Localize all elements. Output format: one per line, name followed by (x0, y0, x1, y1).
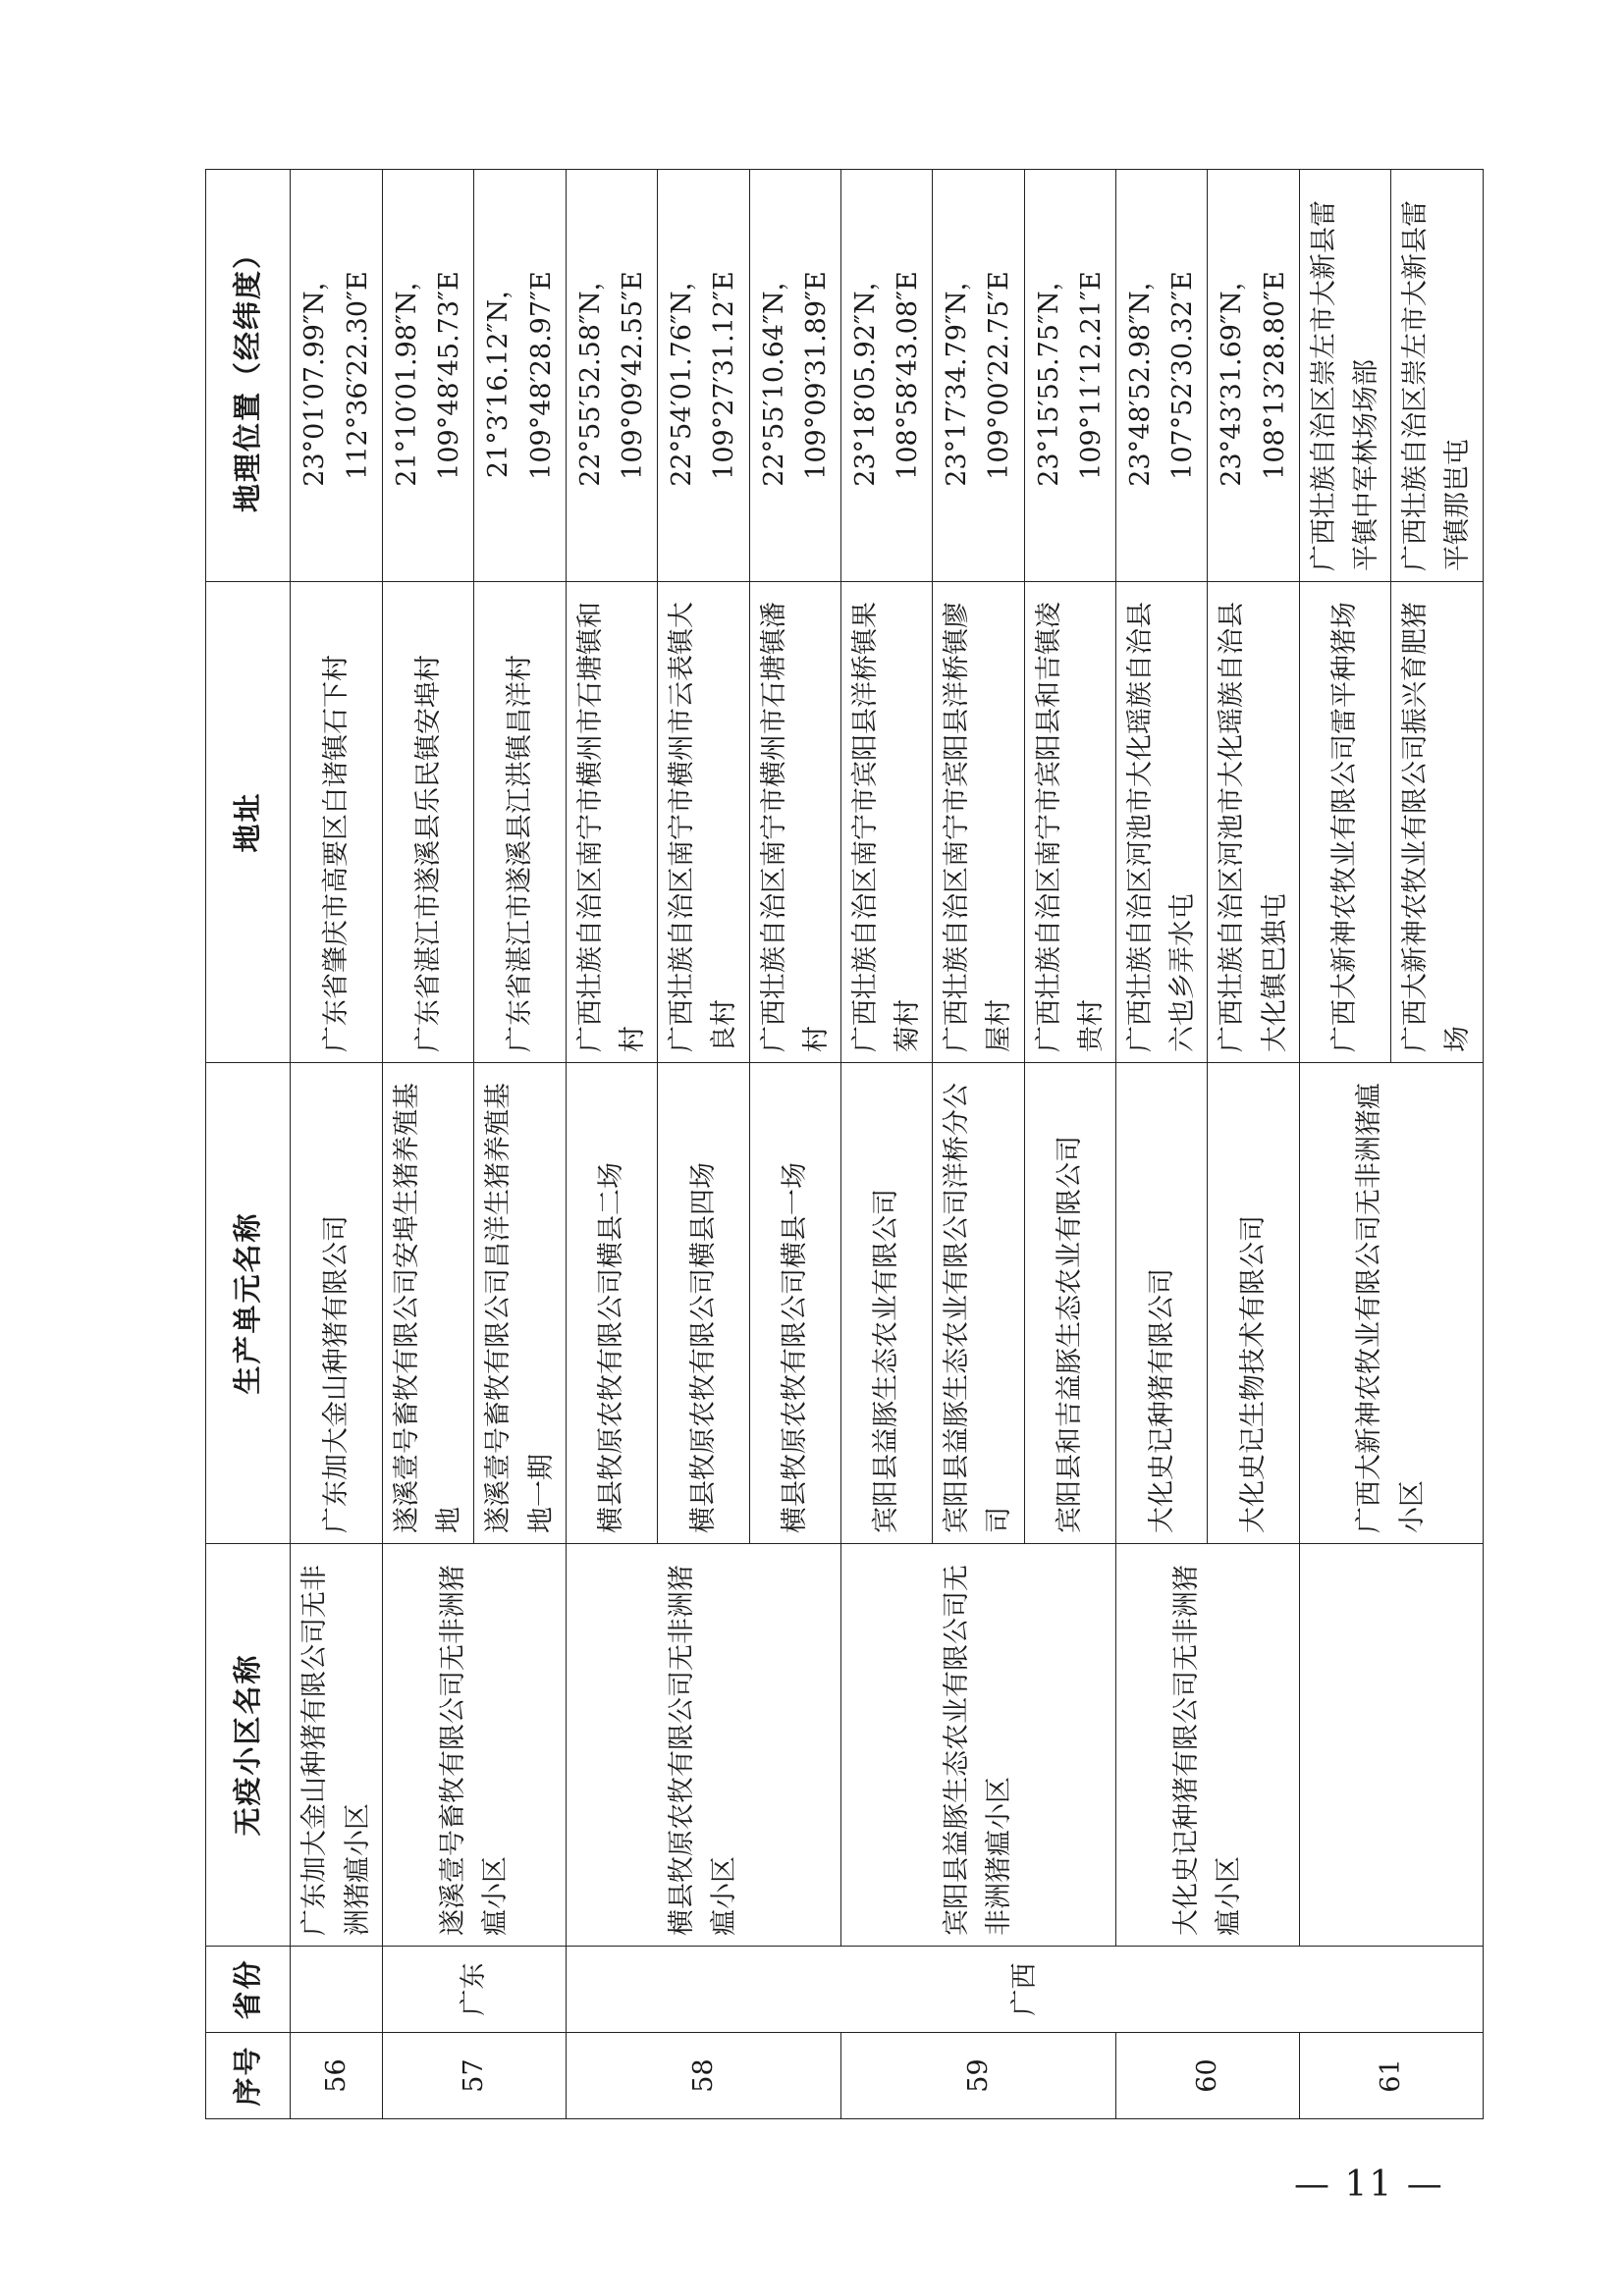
header-province: 省份 (206, 1947, 291, 2033)
table-row (291, 170, 383, 2119)
serial-cell: 60 (1116, 2033, 1300, 2119)
unit-name-cell: 大化史记生物技术有限公司 (1208, 1063, 1299, 1544)
page-number: — 11 — (1294, 2164, 1444, 2205)
table-header-row (206, 170, 291, 2119)
header-address: 地址 (206, 582, 291, 1063)
address-cell: 广西壮族自治区崇左市大新县雷平镇那岜屯 (1391, 170, 1483, 582)
serial-cell: 57 (383, 2033, 567, 2119)
geo-cell: 23°18′05.92″N，108°58′43.08″E (840, 170, 932, 582)
address-cell: 广西壮族自治区南宁市横州市石塘镇潘村 (749, 582, 840, 1063)
table-row (383, 170, 474, 2119)
address-cell: 广西壮族自治区崇左市大新县雷平镇中军林场场部 (1299, 170, 1390, 582)
zone-name-cell: 宾阳县益豚生态农业有限公司无非洲猪瘟小区 (840, 1544, 1115, 1947)
unit-name-cell: 广东加大金山种猪有限公司 (291, 1063, 383, 1544)
zone-name-cell: 广东加大金山种猪有限公司无非洲猪瘟小区 (291, 1544, 383, 1947)
address-cell: 广西壮族自治区河池市大化瑶族自治县六也乡弄水屯 (1116, 582, 1208, 1063)
address-cell: 广西壮族自治区南宁市横州市云表镇大良村 (658, 582, 749, 1063)
province-cell (1299, 1544, 1483, 1947)
address-cell: 广西壮族自治区南宁市横州市石塘镇和村 (566, 582, 657, 1063)
zone-name-cell: 广西大新神农牧业有限公司无非洲猪瘟小区 (1299, 1063, 1483, 1544)
geo-cell: 23°15′55.75″N，109°11′12.21″E (1024, 170, 1115, 582)
header-geo-location: 地理位置（经纬度） (206, 170, 291, 582)
prevention-zone-table (205, 169, 1484, 2119)
table-row (566, 170, 657, 2119)
geo-cell: 23°43′31.69″N，108°13′28.80″E (1208, 170, 1299, 582)
unit-name-cell: 横县牧原农牧有限公司横县二场 (566, 1063, 657, 1544)
geo-cell: 23°48′52.98″N，107°52′30.32″E (1116, 170, 1208, 582)
zone-name-cell: 遂溪壹号畜牧有限公司无非洲猪瘟小区 (383, 1544, 567, 1947)
serial-cell: 56 (291, 2033, 383, 2119)
unit-name-cell: 宾阳县和吉益豚生态农业有限公司 (1024, 1063, 1115, 1544)
address-cell: 广西壮族自治区南宁市宾阳县和吉镇凌贵村 (1024, 582, 1115, 1063)
address-cell: 广东省肇庆市高要区白诸镇石下村 (291, 582, 383, 1063)
serial-cell: 61 (1299, 2033, 1483, 2119)
header-zone-name: 无疫小区名称 (206, 1544, 291, 1947)
unit-name-cell: 广西大新神农牧业有限公司振兴育肥猪场 (1391, 582, 1483, 1063)
unit-name-cell: 宾阳县益豚生态农业有限公司洋桥分公司 (933, 1063, 1024, 1544)
geo-cell: 22°55′52.58″N，109°09′42.55″E (566, 170, 657, 582)
province-cell: 广东 (383, 1947, 567, 2033)
unit-name-cell: 宾阳县益豚生态农业有限公司 (840, 1063, 932, 1544)
unit-name-cell: 大化史记种猪有限公司 (1116, 1063, 1208, 1544)
unit-name-cell: 横县牧原农牧有限公司横县四场 (658, 1063, 749, 1544)
geo-cell: 22°54′01.76″N，109°27′31.12″E (658, 170, 749, 582)
zone-name-cell: 横县牧原农牧有限公司无非洲猪瘟小区 (566, 1544, 840, 1947)
header-unit-name: 生产单元名称 (206, 1063, 291, 1544)
province-cell: 广西 (566, 1947, 1483, 2033)
header-serial: 序号 (206, 2033, 291, 2119)
unit-name-cell: 遂溪壹号畜牧有限公司昌洋生猪养殖基地一期 (474, 1063, 566, 1544)
geo-cell: 23°17′34.79″N，109°00′22.75″E (933, 170, 1024, 582)
geo-cell: 21°3′16.12″N，109°48′28.97″E (474, 170, 566, 582)
unit-name-cell: 遂溪壹号畜牧有限公司安埠生猪养殖基地 (383, 1063, 474, 1544)
table-row (1299, 170, 1390, 2119)
province-cell (291, 1947, 383, 2033)
address-cell: 广东省湛江市遂溪县乐民镇安埠村 (383, 582, 474, 1063)
zone-name-cell: 大化史记种猪有限公司无非洲猪瘟小区 (1116, 1544, 1300, 1947)
serial-cell: 59 (840, 2033, 1115, 2119)
unit-name-cell: 广西大新神农牧业有限公司雷平种猪场 (1299, 582, 1390, 1063)
address-cell: 广西壮族自治区河池市大化瑶族自治县大化镇巴独屯 (1208, 582, 1299, 1063)
address-cell: 广西壮族自治区南宁市宾阳县洋桥镇果菊村 (840, 582, 932, 1063)
address-cell: 广西壮族自治区南宁市宾阳县洋桥镇廖屋村 (933, 582, 1024, 1063)
geo-cell: 23°01′07.99″N，112°36′22.30″E (291, 170, 383, 582)
rotated-table-wrapper (205, 170, 1474, 2119)
address-cell: 广东省湛江市遂溪县江洪镇昌洋村 (474, 582, 566, 1063)
unit-name-cell: 横县牧原农牧有限公司横县一场 (749, 1063, 840, 1544)
serial-cell: 58 (566, 2033, 840, 2119)
table-row (1116, 170, 1208, 2119)
geo-cell: 22°55′10.64″N，109°09′31.89″E (749, 170, 840, 582)
table-row (840, 170, 932, 2119)
geo-cell: 21°10′01.98″N，109°48′45.73″E (383, 170, 474, 582)
